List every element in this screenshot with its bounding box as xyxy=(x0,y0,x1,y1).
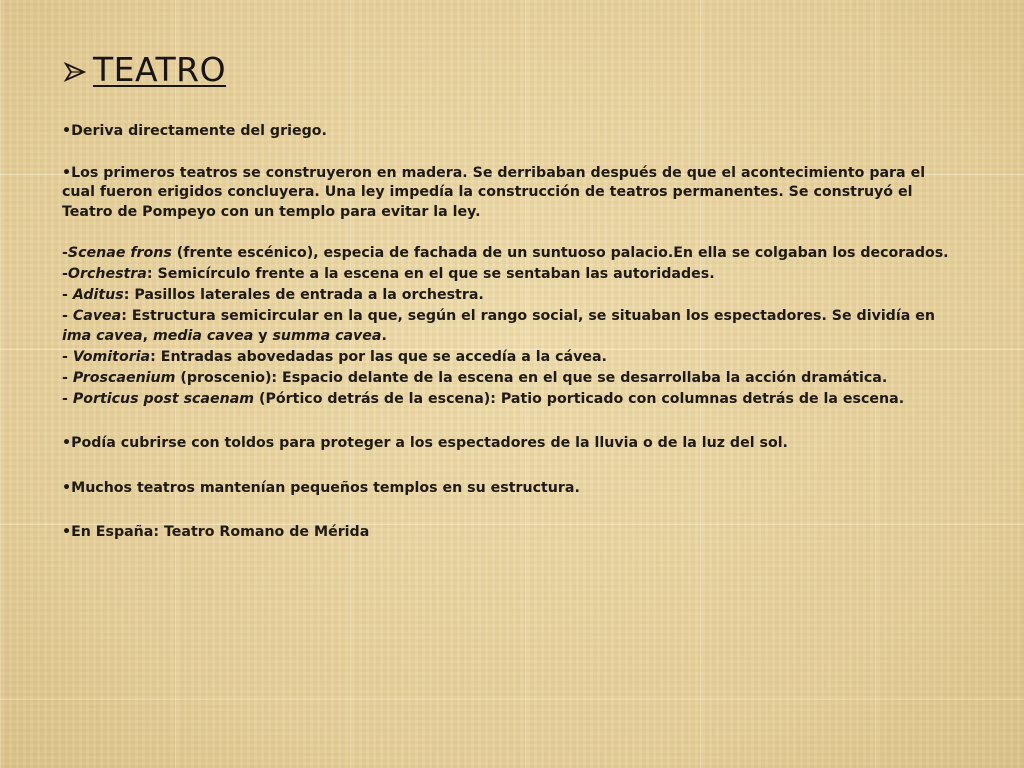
definition-prefix: - xyxy=(62,245,68,261)
paragraph-text: Podía cubrirse con toldos para proteger a los espectadores de la lluvia o de la luz del sol. xyxy=(71,435,788,451)
definition-orchestra xyxy=(62,265,952,285)
definition-porticus xyxy=(62,390,952,410)
definition-term: Proscaenium xyxy=(72,369,176,386)
cavea-part-term: media cavea xyxy=(152,327,254,344)
definition-aditus xyxy=(62,286,952,306)
cavea-part-sep: y xyxy=(253,327,273,344)
definition-text: : Semicírculo frente a la escena en el que se sentaban las autoridades. xyxy=(146,266,715,282)
definition-proscaenium xyxy=(62,369,952,389)
paragraph-text: Los primeros teatros se construyeron en madera. Se derribaban después de que el acontecimiento para el cual fueron erigidos concluyera. Una ley impedía la construcción de teatros permanentes. Se construyó el Teatro de Pompeyo con un templo para evitar la ley. xyxy=(62,164,926,220)
definition-text: : Pasillos laterales de entrada a la orchestra. xyxy=(123,287,484,303)
definition-term: Vomitoria xyxy=(72,348,151,365)
definition-text: (frente escénico), especia de fachada de un suntuoso palacio.En ella se colgaban los decorados. xyxy=(171,245,949,261)
definition-prefix: - xyxy=(62,287,73,303)
definition-prefix: - xyxy=(62,266,68,282)
definition-term: Cavea xyxy=(72,308,122,324)
title-row xyxy=(63,50,226,90)
definition-text: (proscenio): Espacio delante de la escena en el que se desarrollaba la acción dramática. xyxy=(175,369,888,386)
bullet: • xyxy=(62,435,72,451)
definition-cavea xyxy=(62,307,952,346)
bullet: • xyxy=(62,479,72,496)
definition-text: (Pórtico detrás de la escena): Patio porticado con columnas detrás de la escena. xyxy=(254,390,905,407)
cavea-part-sep: , xyxy=(142,327,153,344)
cavea-part-term: ima cavea xyxy=(62,327,143,344)
cavea-part-term: summa cavea xyxy=(272,327,382,344)
bullet: • xyxy=(62,524,72,540)
cavea-part-sep: . xyxy=(381,327,387,344)
paragraph-spain xyxy=(62,523,952,543)
definition-term: Scenae frons xyxy=(67,245,172,261)
definition-scenae-frons xyxy=(62,244,952,264)
definition-prefix: - xyxy=(62,308,73,324)
bullet: • xyxy=(62,123,72,139)
definition-term: Orchestra xyxy=(67,266,147,282)
definition-term: Porticus post scaenam xyxy=(72,390,255,407)
paragraph-text: Muchos teatros mantenían pequeños templos en su estructura. xyxy=(71,479,580,496)
definition-text: : Entradas abovedadas por las que se accedía a la cávea. xyxy=(150,348,607,365)
bullet: • xyxy=(62,164,72,181)
definition-prefix: - xyxy=(62,369,73,386)
definition-prefix: - xyxy=(62,390,73,407)
slide-body xyxy=(62,122,952,543)
paragraph-temples xyxy=(62,479,952,499)
paragraph-text: En España: Teatro Romano de Mérida xyxy=(71,524,370,540)
definition-prefix: - xyxy=(62,348,73,365)
paragraph-awnings xyxy=(62,434,952,454)
definition-vomitoria xyxy=(62,348,952,368)
definition-term: Aditus xyxy=(72,287,124,303)
paragraph-history xyxy=(62,164,952,223)
arrow-bullet-icon xyxy=(63,60,87,84)
definition-list xyxy=(62,244,952,409)
slide-title: TEATRO xyxy=(93,50,227,89)
definition-text: : Estructura semicircular en la que, según el rango social, se situaban los espectadores. Se dividía en xyxy=(121,308,935,324)
paragraph-text: Deriva directamente del griego. xyxy=(71,123,327,139)
paragraph-origin xyxy=(62,122,952,142)
